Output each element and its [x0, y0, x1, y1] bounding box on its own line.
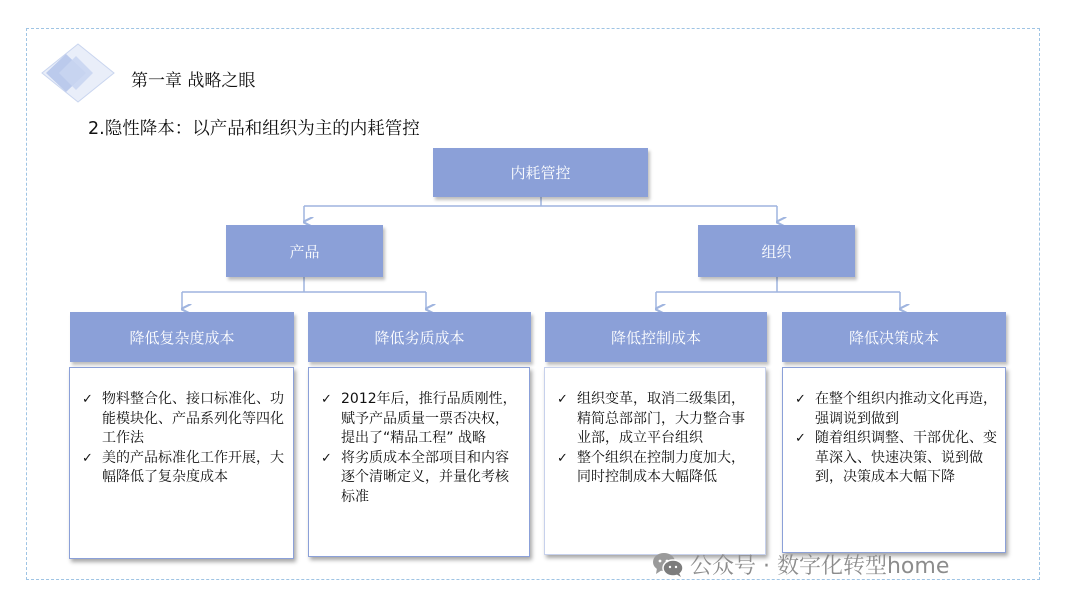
root-node: 内耗管控	[433, 148, 648, 197]
detail-card-control	[544, 367, 766, 555]
detail-card-decision	[782, 367, 1006, 553]
leaf-node-decision-cost: 降低决策成本	[782, 312, 1006, 362]
branch-node-organization: 组织	[698, 225, 855, 277]
list-item: ✓ 随着组织调整、干部优化、变革深入、快速决策、说到做到，决策成本大幅下降	[795, 430, 997, 485]
detail-card-complexity	[69, 367, 294, 559]
check-icon: ✓	[557, 450, 568, 466]
check-icon: ✓	[82, 392, 93, 407]
list-item: ✓ 整个组织在控制力度加大，同时控制成本大幅降低	[557, 449, 745, 485]
leaf-node-control-cost: 降低控制成本	[545, 312, 767, 362]
list-item: ✓ 将劣质成本全部项目和内容逐个清晰定义，并量化考核标准	[321, 449, 509, 505]
list-item: ✓ 物料整合化、接口标准化、功能模块化、产品系列化等四化工作法	[82, 391, 284, 446]
check-icon: ✓	[795, 392, 806, 407]
check-icon: ✓	[321, 450, 332, 466]
watermark	[652, 549, 949, 580]
check-icon: ✓	[795, 431, 806, 446]
check-icon: ✓	[321, 392, 332, 407]
branch-node-product: 产品	[226, 225, 383, 277]
list-item: ✓ 组织变革，取消二级集团，精简总部部门，大力整合事业部，成立平台组织	[557, 391, 745, 446]
check-icon: ✓	[557, 392, 568, 407]
detail-card-quality	[308, 367, 530, 557]
watermark-text: 公众号 · 数字化转型home	[690, 554, 950, 579]
check-icon: ✓	[82, 450, 93, 466]
section-subtitle: 2.隐性降本：以产品和组织为主的内耗管控	[88, 119, 420, 139]
chapter-title: 第一章 战略之眼	[131, 71, 256, 91]
list-item: ✓ 美的产品标准化工作开展，大幅降低了复杂度成本	[82, 449, 284, 485]
list-item: ✓ 2012年后，推行品质刚性，赋予产品质量一票否决权，提出了“精品工程” 战略	[321, 391, 517, 446]
list-item: ✓ 在整个组织内推动文化再造，强调说到做到	[795, 391, 997, 427]
wechat-icon	[652, 552, 684, 578]
leaf-node-complexity-cost: 降低复杂度成本	[70, 312, 294, 362]
leaf-node-quality-cost: 降低劣质成本	[308, 312, 531, 362]
